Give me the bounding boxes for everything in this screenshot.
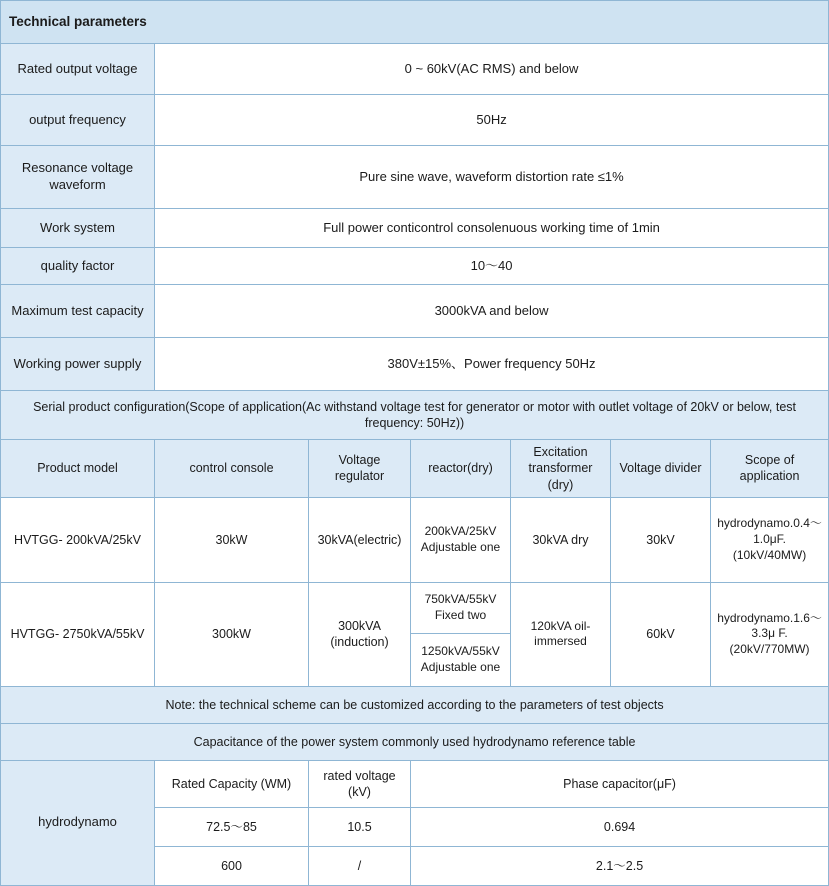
capacitance-phase: 0.694 bbox=[411, 807, 829, 846]
column-header-excitation-transformer: Excitation transformer (dry) bbox=[511, 440, 611, 498]
param-label: quality factor bbox=[1, 248, 155, 285]
table-row bbox=[1, 497, 829, 582]
param-label: Resonance voltage waveform bbox=[1, 146, 155, 209]
column-header-product-model: Product model bbox=[1, 440, 155, 498]
param-value: 50Hz bbox=[155, 95, 829, 146]
serial-model: HVTGG- 200kVA/25kV bbox=[1, 497, 155, 582]
column-header-voltage-divider: Voltage divider bbox=[611, 440, 711, 498]
serial-reactor: 1250kVA/55kV Adjustable one bbox=[411, 633, 510, 686]
serial-console: 30kW bbox=[155, 497, 309, 582]
param-value: 380V±15%、Power frequency 50Hz bbox=[155, 338, 829, 391]
capacitance-band: Capacitance of the power system commonly used hydrodynamo reference table bbox=[1, 723, 829, 760]
serial-reactor: 200kVA/25kV Adjustable one bbox=[411, 497, 511, 582]
table-row bbox=[1, 1, 829, 44]
column-header-control-console: control console bbox=[155, 440, 309, 498]
capacitance-phase: 2.1～2.5 bbox=[411, 846, 829, 885]
column-header-phase-capacitor: Phase capacitor(μF) bbox=[411, 760, 829, 807]
param-value: Full power conticontrol consolenuous working time of 1min bbox=[155, 209, 829, 248]
table-row bbox=[1, 723, 829, 760]
param-label: Working power supply bbox=[1, 338, 155, 391]
table-row bbox=[1, 44, 829, 95]
capacitance-capacity: 72.5～85 bbox=[155, 807, 309, 846]
column-header-reactor: reactor(dry) bbox=[411, 440, 511, 498]
serial-scope: hydrodynamo.0.4～1.0μF.(10kV/40MW) bbox=[711, 497, 829, 582]
table-row bbox=[411, 583, 510, 634]
table-row bbox=[1, 391, 829, 440]
serial-excitation: 120kVA oil-immersed bbox=[511, 582, 611, 686]
param-value: 10～40 bbox=[155, 248, 829, 285]
table-row bbox=[1, 285, 829, 338]
table-row bbox=[1, 686, 829, 723]
reactor-subtable bbox=[411, 583, 510, 686]
capacitance-voltage: 10.5 bbox=[309, 807, 411, 846]
table-row-header bbox=[1, 760, 829, 807]
serial-console: 300kW bbox=[155, 582, 309, 686]
capacitance-row-label: hydrodynamo bbox=[1, 760, 155, 885]
table-row bbox=[1, 248, 829, 285]
serial-divider: 60kV bbox=[611, 582, 711, 686]
param-label: Rated output voltage bbox=[1, 44, 155, 95]
serial-reactor-group bbox=[411, 582, 511, 686]
table-row bbox=[1, 95, 829, 146]
table-row bbox=[1, 338, 829, 391]
param-label: output frequency bbox=[1, 95, 155, 146]
table-row bbox=[1, 146, 829, 209]
table-row bbox=[1, 582, 829, 686]
serial-reactor: 750kVA/55kV Fixed two bbox=[411, 583, 510, 634]
param-label: Work system bbox=[1, 209, 155, 248]
column-header-rated-voltage: rated voltage (kV) bbox=[309, 760, 411, 807]
param-value: 0 ~ 60kV(AC RMS) and below bbox=[155, 44, 829, 95]
param-value: 3000kVA and below bbox=[155, 285, 829, 338]
serial-regulator: 30kVA(electric) bbox=[309, 497, 411, 582]
table-row-header bbox=[1, 440, 829, 498]
serial-model: HVTGG- 2750kVA/55kV bbox=[1, 582, 155, 686]
serial-configuration-band: Serial product configuration(Scope of application(Ac withstand voltage test for generator or motor with outlet voltage of 20kV or below, test frequency: 50Hz)) bbox=[1, 391, 829, 440]
section-title: Technical parameters bbox=[1, 1, 829, 44]
customization-note: Note: the technical scheme can be customized according to the parameters of test objects bbox=[1, 686, 829, 723]
table-row bbox=[411, 633, 510, 686]
serial-excitation: 30kVA dry bbox=[511, 497, 611, 582]
serial-divider: 30kV bbox=[611, 497, 711, 582]
capacitance-capacity: 600 bbox=[155, 846, 309, 885]
serial-scope: hydrodynamo.1.6～3.3μ F.(20kV/770MW) bbox=[711, 582, 829, 686]
serial-regulator: 300kVA (induction) bbox=[309, 582, 411, 686]
column-header-rated-capacity: Rated Capacity (WM) bbox=[155, 760, 309, 807]
param-value: Pure sine wave, waveform distortion rate ≤1% bbox=[155, 146, 829, 209]
column-header-voltage-regulator: Voltage regulator bbox=[309, 440, 411, 498]
param-label: Maximum test capacity bbox=[1, 285, 155, 338]
table-row bbox=[1, 209, 829, 248]
capacitance-voltage: / bbox=[309, 846, 411, 885]
column-header-scope-of-application: Scope of application bbox=[711, 440, 829, 498]
